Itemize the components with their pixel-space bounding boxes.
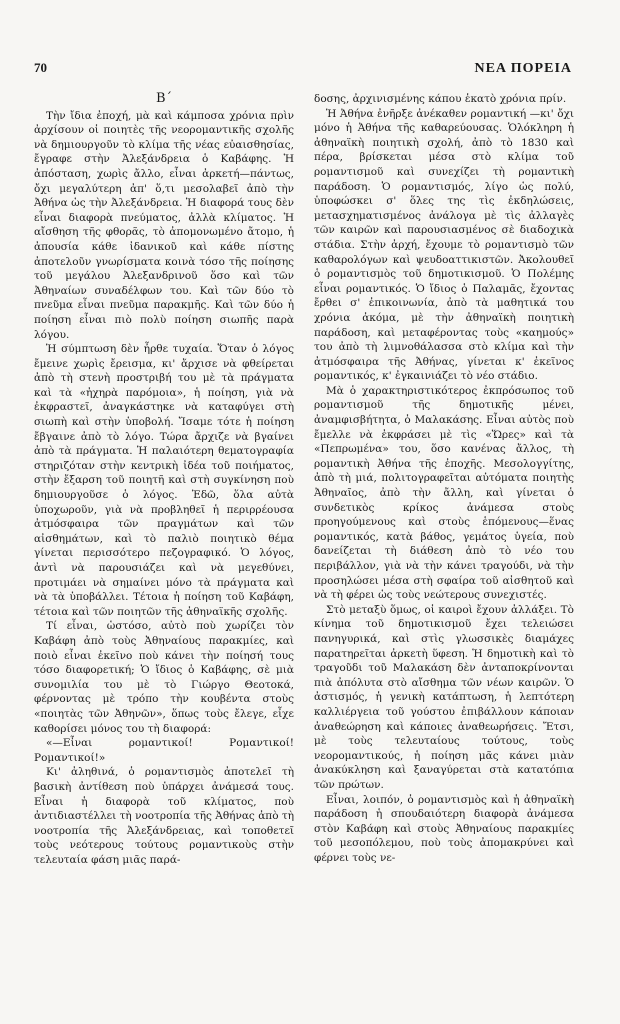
page-number: 70 xyxy=(34,60,47,75)
paragraph: Μὰ ὁ χαρακτηριστικότερος ἐκπρόσωπος τοῦ ρομαντισμοῦ τῆς δημοτικῆς μένει, ἀναμφισβήτητα, ὁ Μαλακάσης. Εἶναι αὐτὸς ποὺ ἔμελλε νὰ ἐκφράσει μὲ τὶς «Ὥρες» καὶ τὰ «Πεπρωμένα» του, ὅσο κανένας ἄλλος, τὴ ρομαντικὴ Ἀθήνα τῆς ἐποχῆς. Μεσολογγίτης, ἀπὸ τὴ μιά, πολιτογραφεῖται αὐτόματα ποιητὴς Ἀθηναῖος, ἀπὸ τὴν ἄλλη, καὶ γίνεται ὁ συνδετικὸς κρίκος ἀνάμεσα στοὺς προηγούμενους καὶ στοὺς ἑπόμενους—ἕνας ρομαντικός, κατὰ βάθος, γεμάτος ὑγεία, ποὺ δανείζεται τὴ διάθεση ἀπὸ τὸ νέο του περιβάλλον, γιὰ νὰ τὴν κάνει τραγούδι, νὰ τὴν προσηλώσει μέσα στὴ σφαίρα τοῦ αἰσθητοῦ καὶ νὰ τὴ φέρει ὡς τοὺς νεώτερους συνεχιστές. xyxy=(314,384,574,602)
right-column xyxy=(314,92,574,1012)
paragraph: Στὸ μεταξὺ ὅμως, οἱ καιροὶ ἔχουν ἀλλάξει. Τὸ κίνημα τοῦ δημοτικισμοῦ ἔχει τελειώσει πανηγυρικά, καὶ στὶς γλωσσικὲς διαμάχες παρατηρεῖται ἀρκετὴ ὕφεση. Ἡ δημοτικὴ καὶ τὸ τραγοῦδι τοῦ Μαλακάση δὲν ἀνταποκρίνονται πιὰ ἀπόλυτα στὸ αἴσθημα τῶν νέων καιρῶν. Ὁ ἀστισμός, ἡ γενικὴ κατάπτωση, ἡ λεπτότερη καλλιέργεια τοῦ γούστου ἐπιβάλλουν κάποιαν ἀναθεώρηση καὶ κάποιες ἀναθεωρήσεις. Ἔτσι, μὲ τοὺς τελευταίους τούτους, τοὺς νεορομαντικούς, ἡ ποίηση μᾶς κάνει μιὰν ἀνακύκληση καὶ ξαναγύρεται στὰ κατατόπια τῶν πρώτων. xyxy=(314,603,574,791)
running-title: ΝΕΑ ΠΟΡΕΙΑ xyxy=(474,61,572,76)
left-column xyxy=(34,92,294,1012)
paragraph: Ἡ Ἀθήνα ἐνῆρξε ἀνέκαθεν ρομαντική —κι' ὄχι μόνο ἡ Ἀθήνα τῆς καθαρεύουσας. Ὁλόκληρη ἡ ἀθηναϊκὴ ποιητικὴ σχολή, ἀπὸ τὸ 1830 καὶ πέρα, βρίσκεται μέσα στὸ κλίμα τοῦ ρομαντισμοῦ καὶ συνεχίζει τὴ ρομαντικὴ παράδοση. Ὁ ρομαντισμός, λίγο ὡς πολύ, ὑποφώσκει σ' ὅλες της τὶς ἐκδηλώσεις, μετασχηματισμένος ἀνάλογα μὲ τὶς ἀλλαγὲς τῶν καιρῶν καὶ παρουσιασμένος σὲ διαδοχικὰ στάδια. Στὴν ἀρχή, ἔχουμε τὸ ρομαντισμὸ τῶν καθαρολόγων καὶ ψευδοαττικιστῶν. Ἀκολουθεῖ ὁ ρομαντισμὸς τοῦ δημοτικισμοῦ. Ὁ Πολέμης εἶναι ρομαντικός. Ὁ ἴδιος ὁ Παλαμᾶς, ἔχοντας ἔρθει σ' ἐπικοινωνία, ἀπὸ τὰ μαθητικά του χρόνια ἀκόμα, μὲ τὴν ἀθηναϊκὴ ποιητικὴ παράδοση, καὶ μεταφέροντας τοὺς «καημούς» του ἀπὸ τὴ λιμνοθάλασσα στὸ κλίμα καὶ τὴν ἀτμόσφαιρα τῆς Ἀθήνας, γίνεται κ' ἐκεῖνος ρομαντικός, κ' ἐγκαινιάζει τὸ νέο στάδιο. xyxy=(314,107,574,383)
section-heading: Β΄ xyxy=(155,91,173,106)
paragraph: Εἶναι, λοιπόν, ὁ ρομαντισμὸς καὶ ἡ ἀθηναϊκὴ παράδοση ἡ σπουδαιότερη διαφορὰ ἀνάμεσα στὸν Καβάφη καὶ στοὺς Ἀθηναίους παρακμίες τοῦ μεσοπόλεμου, ποὺ τοὺς ἀπομακρύνει καὶ φέρνει τοὺς νε- xyxy=(314,793,574,864)
paragraph-continuation: δοσης, ἀρχινισμένης κάπου ἑκατὸ χρόνια πρίν. xyxy=(314,93,567,105)
page-header xyxy=(34,60,572,77)
quote-paragraph: «—Εἶναι ρομαντικοί! Ρομαντικοί! Ρομαντικοί!» xyxy=(34,737,294,764)
paragraph: Κι' ἀληθινά, ὁ ρομαντισμὸς ἀποτελεῖ τὴ βασικὴ ἀντίθεση ποὺ ὑπάρχει ἀνάμεσά τους. Εἶναι ἡ διαφορὰ τοῦ κλίματος, ποὺ ἀντιδιαστέλλει τὴ νοοτροπία τῆς Ἀθήνας ἀπὸ τὴ νοοτροπία τῆς Ἀλεξάνδρειας, καὶ τοποθετεῖ τοὺς νεότερους τούτους ρομαντικοὺς στὴν τελευταία φάση μιᾶς παρά- xyxy=(34,766,294,866)
paragraph: Ἡ σύμπτωση δὲν ἦρθε τυχαία. Ὅταν ὁ λόγος ἔμεινε χωρὶς ἔρεισμα, κι' ἄρχισε νὰ φθείρεται ἀπὸ τὴ στενὴ προστριβή του μὲ τὰ πράγματα καὶ τὰ «ἠχηρὰ παρόμοια», ἡ ποίηση, γιὰ νὰ ἐκφραστεῖ, ἀναγκάστηκε νὰ καταφύγει στὴ σιωπὴ καὶ στὴν ὑποβολή. Ἴσαμε τότε ἡ ποίηση ἔβγαινε ἀπὸ τὸ λόγο. Τώρα ἄρχιζε νὰ βγαίνει ἀπὸ τὰ πράγματα. Ἡ παλαιότερη θεματογραφία στηριζόταν στὴν κεντρικὴ ἰδέα τοῦ ποιήματος, στὴν ἔξαρση τοῦ ποιητῆ καὶ στὴ συγκίνηση ποὺ δημιουργοῦσε ὁ λόγος. Ἐδῶ, ὅλα αὐτὰ ὑποχωροῦν, γιὰ νὰ προβληθεῖ ἡ περιρρέουσα ἀτμόσφαιρα τῶν πραγμάτων καὶ τῶν αἰσθημάτων, καὶ τὸ παλιὸ ποιητικὸ θέμα γίνεται περισσότερο πεζογραφικό. Ὁ λόγος, ἀντὶ νὰ παρουσιάζει καὶ νὰ μεγεθύνει, προτιμάει νὰ σημαίνει μόνο τὰ πράγματα καὶ νὰ τὰ ὑποβάλλει. Τέτοια ἡ ποίηση τοῦ Καβάφη, τέτοια καὶ τῶν ποιητῶν τῆς ἀθηναϊκῆς σχολῆς. xyxy=(34,343,294,618)
text-columns xyxy=(34,92,574,1012)
paragraph: Τί εἶναι, ὡστόσο, αὐτὸ ποὺ χωρίζει τὸν Καβάφη ἀπὸ τοὺς Ἀθηναίους παρακμίες, καὶ ποιὸ εἶναι ἐκεῖνο ποὺ κάνει τὴν ποίησή τους τόσο διαφορετική; Ὁ ἴδιος ὁ Καβάφης, σὲ μιὰ συνομιλία του μὲ τὸ Γιώργο Θεοτοκά, φέρνοντας μὲ τρόπο τὴν κουβέντα στοὺς «ποιητὰς τῶν Ἀθηνῶν», ὅπως τοὺς ἔλεγε, εἶχε καθορίσει μόνος του τὴ διαφορά: xyxy=(34,620,294,735)
paragraph: Τὴν ἴδια ἐποχή, μὰ καὶ κάμποσα χρόνια πρὶν ἀρχίσουν οἱ ποιητὲς τῆς νεορομαντικῆς σχολῆς νὰ δημιουργοῦν τὸ κλίμα τῆς νέας εὐαισθησίας, ἔγραφε στὴν Ἀλεξάνδρεια ὁ Καβάφης. Ἡ ἀπόσταση, χωρὶς ἄλλο, εἶναι ἀρκετή—πάντως, ὄχι μεγαλύτερη ἀπ' ὅ,τι μεσολαβεῖ ἀπὸ τὴν Ἀθήνα ὡς τὴν Ἀλεξάνδρεια. Ἡ διαφορά τους δὲν εἶναι διαφορὰ πνεύματος, ἀλλὰ κλίματος. Ἡ αἴσθηση τῆς φθορᾶς, τὸ ἀπομονωμένο ἄτομο, ἡ ἀπουσία κάθε ἰδανικοῦ καὶ κάθε πίστης ἀποτελοῦν γνωρίσματα κοινὰ τόσο τῆς ποίησης τοῦ μεγάλου Ἀλεξανδρινοῦ ὅσο καὶ τῶν Ἀθηναίων συναδέλφων του. Καὶ τῶν δύο τὸ πνεῦμα εἶναι πνεῦμα παρακμῆς. Καὶ τῶν δύο ἡ ποίηση εἶναι πιὸ πολὺ ποίηση σιωπῆς παρὰ λόγου. xyxy=(34,109,294,341)
